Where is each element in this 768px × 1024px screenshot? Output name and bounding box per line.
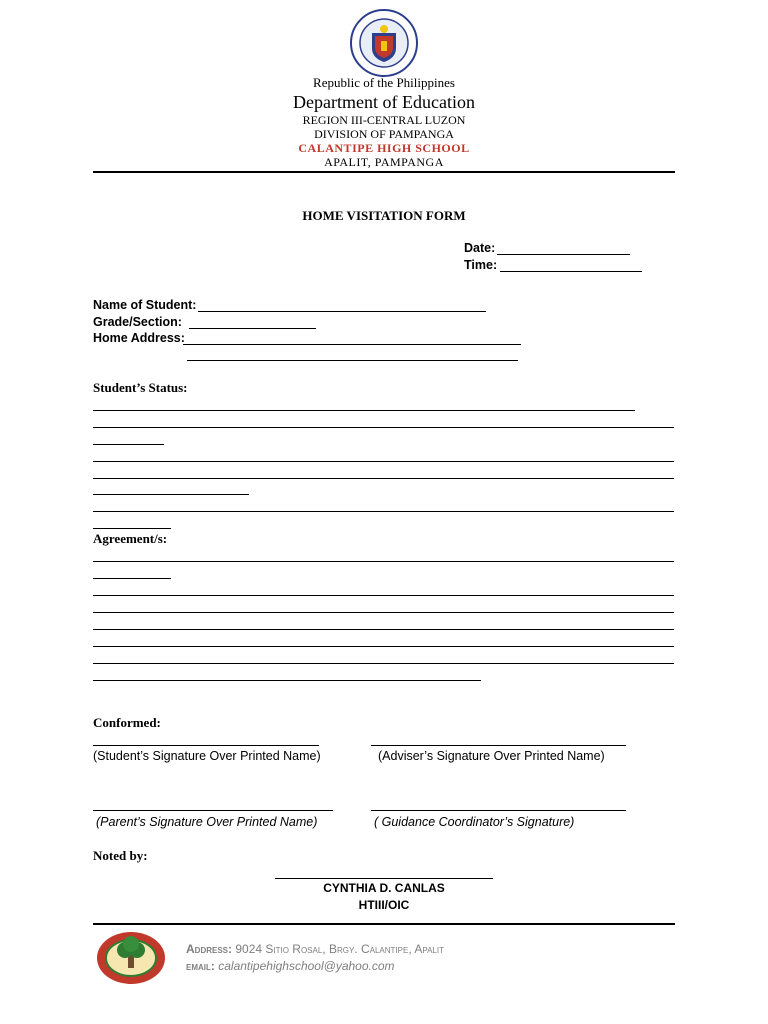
footer-address-value: 9024 Sitio Rosal, Brgy. Calantipe, Apalit xyxy=(235,942,444,956)
noted-by-label: Noted by: xyxy=(93,848,148,863)
school-logo xyxy=(95,930,167,986)
noter-signature-line[interactable] xyxy=(275,878,493,879)
adviser-signature-line[interactable] xyxy=(371,745,626,746)
home-address-label: Home Address: xyxy=(93,331,185,345)
status-line-5[interactable] xyxy=(93,478,674,479)
grade-section-field[interactable] xyxy=(189,328,316,329)
student-name-label: Name of Student: xyxy=(93,298,197,312)
agreement-line-6[interactable] xyxy=(93,646,674,647)
status-line-3[interactable] xyxy=(93,444,164,445)
division-line: DIVISION OF PAMPANGA xyxy=(314,127,454,141)
student-name-field[interactable] xyxy=(198,311,486,312)
student-signature-line[interactable] xyxy=(93,745,319,746)
agreement-line-4[interactable] xyxy=(93,612,674,613)
student-signature-caption: (Student’s Signature Over Printed Name) xyxy=(93,749,321,763)
footer-address xyxy=(186,942,444,956)
footer-email-label: email: xyxy=(186,959,215,973)
status-line-8[interactable] xyxy=(93,528,171,529)
status-line-7[interactable] xyxy=(93,511,674,512)
status-line-6[interactable] xyxy=(93,494,249,495)
agreement-line-3[interactable] xyxy=(93,595,674,596)
conformed-label: Conformed: xyxy=(93,715,161,730)
footer-email xyxy=(186,959,395,973)
status-line-1[interactable] xyxy=(93,410,635,411)
agreement-line-8[interactable] xyxy=(93,680,481,681)
time-field[interactable] xyxy=(500,271,642,272)
noter-title: HTIII/OIC xyxy=(358,898,410,912)
date-label: Date: xyxy=(464,241,496,255)
school-name: CALANTIPE HIGH SCHOOL xyxy=(298,141,470,155)
parent-signature-caption: (Parent’s Signature Over Printed Name) xyxy=(96,815,318,829)
guidance-signature-line[interactable] xyxy=(371,810,626,811)
agreement-line-2[interactable] xyxy=(93,578,171,579)
footer-email-value[interactable]: calantipehighschool@yahoo.com xyxy=(218,959,395,973)
agreement-label: Agreement/s: xyxy=(93,531,168,546)
status-line-4[interactable] xyxy=(93,461,674,462)
header-divider xyxy=(93,171,675,173)
location-line: APALIT, PAMPANGA xyxy=(324,155,444,169)
region-line: REGION III-CENTRAL LUZON xyxy=(302,113,466,127)
grade-section-label: Grade/Section: xyxy=(93,315,182,329)
time-label: Time: xyxy=(464,258,498,272)
student-status-label: Student’s Status: xyxy=(93,380,188,395)
guidance-signature-caption: ( Guidance Coordinator’s Signature) xyxy=(374,815,575,829)
status-line-2[interactable] xyxy=(93,427,674,428)
form-title: HOME VISITATION FORM xyxy=(302,208,466,223)
adviser-signature-caption: (Adviser’s Signature Over Printed Name) xyxy=(378,749,605,763)
agreement-line-7[interactable] xyxy=(93,663,674,664)
agreement-line-5[interactable] xyxy=(93,629,674,630)
footer-address-label: Address: xyxy=(186,942,233,956)
agreement-line-1[interactable] xyxy=(93,561,674,562)
parent-signature-line[interactable] xyxy=(93,810,333,811)
deped-seal-logo xyxy=(349,8,419,78)
date-field[interactable] xyxy=(497,254,630,255)
home-address-field-2[interactable] xyxy=(187,360,518,361)
home-address-field[interactable] xyxy=(183,344,521,345)
footer-divider xyxy=(93,923,675,925)
department-title: Department of Education xyxy=(293,92,475,112)
noter-name: CYNTHIA D. CANLAS xyxy=(323,881,445,895)
republic-line: Republic of the Philippines xyxy=(313,75,455,90)
